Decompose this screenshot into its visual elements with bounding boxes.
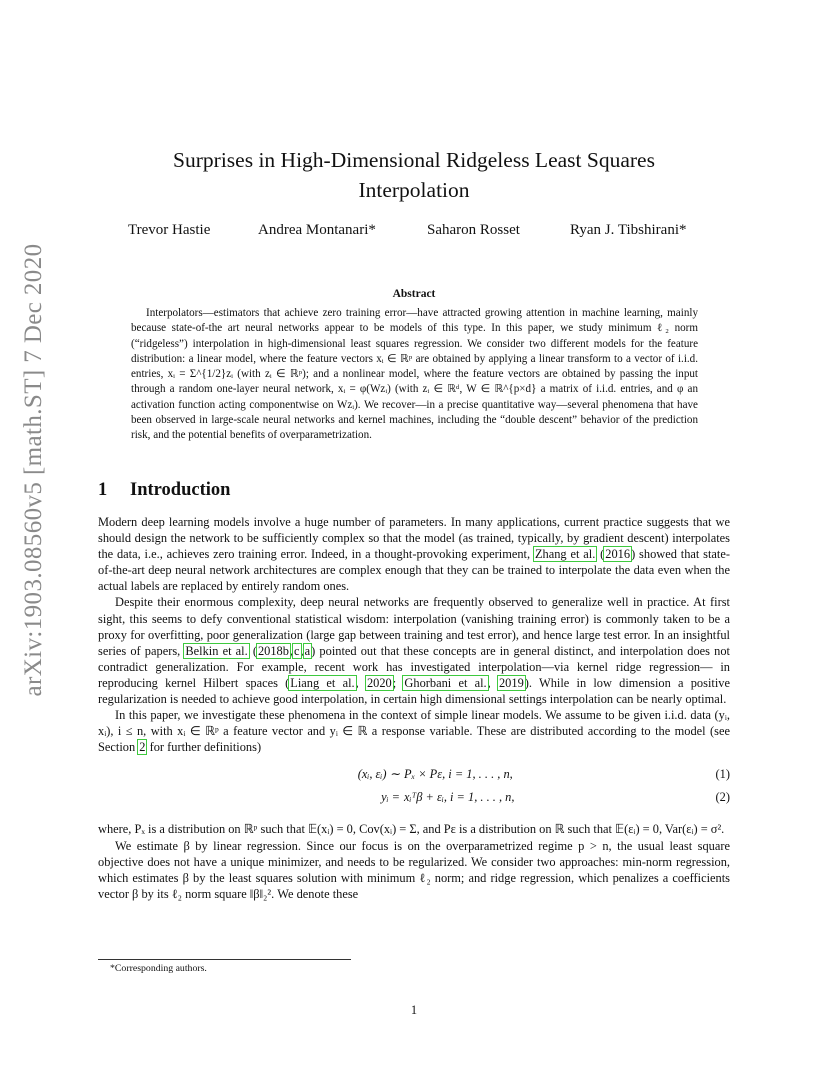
author-1: Trevor Hastie [128,222,211,238]
citation-link[interactable]: Ghorbani et al. [404,675,487,690]
author-2: Andrea Montanari* [258,222,376,238]
paragraph-2: Despite their enormous complexity, deep neural networks are frequently observed to generalize well in practice. At first sight, this seems to defy conventional statistical wisdom: interpolation (vanishing training error) is commonly taken to be a proxy for overfitting, poor generalization (large gap between training and test error), and hence large test error. In an insightful series of papers, Belkin et al. (2018b,c,a) pointed out that these concepts are in general distinct, and interpolation does not contradict generalization. For example, recent work has investigated interpolation—via kernel ridge regression— in reproducing kernel Hilbert spaces (Liang et al., 2020; Ghorbani et al., 2019). While in low dimension a positive regularization is needed to achieve good interpolation, in certain high dimensional settings interpolation can be nearly optimal. [98,595,730,707]
abstract-heading: Abstract [392,288,436,300]
page-number: 1 [410,1003,418,1017]
equation-1 [98,766,730,789]
arxiv-stamp-text: arXiv:1903.08560v5 [math.ST] 7 Dec 2020 [20,243,47,697]
citation-link[interactable]: a [304,643,311,658]
equation-lhs: yᵢ = [381,790,400,805]
paragraph-1-text: showed that state-of-the-art deep neural network architectures are complex enough that they can be trained to interpolate the data even when the actual labels are replaced by entirely random ones. [98,547,731,594]
abstract-text: Interpolators—estimators that achieve zero training error—have attracted growing attention in machine learning, mainly because state-of-the art neural networks appear to be models of this type. In this paper, we study minimum ℓ₂ norm (“ridgeless”) interpolation in high-dimensional least squares regression. We consider two different models for the feature distribution: a linear model, where the feature vectors xᵢ ∈ ℝᵖ are obtained by applying a linear transform to a vector of i.i.d. entries, xᵢ = Σ^{1/2}zᵢ (with zᵢ ∈ ℝᵖ); and a nonlinear model, where the feature vectors are obtained by passing the input through a random one-layer neural network, xᵢ = φ(Wzᵢ) (with zᵢ ∈ ℝᵈ, W ∈ ℝ^{p×d} a matrix of i.i.d. entries, and φ an activation function acting componentwise on Wzᵢ). We recover—in a precise quantitative way—several phenomena that have been observed in large-scale neural networks and kernel machines, including the “double descent” behavior of the prediction risk, and the potential benefits of overparametrization. [131,307,698,442]
citation-link[interactable]: 2019 [498,675,524,690]
citation-link[interactable]: 2018b [257,643,289,658]
paragraph-1-text: Modern deep learning models involve a huge number of parameters. In many applications, current practice suggests that we should design the network to be sufficiently complex so that the model (as trained, typically, by gradient descent) interpolates the data, i.e., achieves zero training error. Indeed, in a thought-provoking experiment, [98,515,730,562]
footnote: *Corresponding authors. [110,963,207,974]
author-3: Saharon Rosset [427,222,520,238]
section-reference-link[interactable]: 2 [139,740,146,755]
footnote-rule [98,959,351,960]
paragraph-3-text: for further definitions) [149,740,262,755]
paragraph-1: Modern deep learning models involve a huge number of parameters. In many applications, current practice suggests that we should design the network to be sufficiently complex so that the model (as trained, typically, by gradient descent) interpolates the data, i.e., achieves zero training error. Indeed, in a thought-provoking experiment, Zhang et al. (2016) showed that state-of-the-art deep neural network architectures are complex enough that they can be trained to interpolate the data even when the actual labels are replaced by entirely random ones. [98,515,731,594]
citation-link[interactable]: Belkin et al. [185,643,248,658]
equation-rhs: xᵢᵀβ + εᵢ, i = 1, . . . , n, [404,790,515,805]
citation-link[interactable]: Zhang et al. [534,547,596,562]
equation-block [98,766,730,812]
paper-title [100,145,728,205]
author-4: Ryan J. Tibshirani* [570,222,687,238]
section-number: 1 [98,480,108,500]
equation-rhs: Pₓ × Pε, i = 1, . . . , n, [404,767,513,782]
equation-number: (2) [715,790,730,805]
equation-2 [98,789,730,812]
citation-link[interactable]: 2020 [366,675,392,690]
equation-lhs: (xᵢ, εᵢ) ∼ [357,767,400,782]
section-title: Introduction [130,480,231,500]
paper-title-line-1: Surprises in High-Dimensional Ridgeless Least Squares [173,148,655,172]
body-text [98,514,730,902]
citation-link[interactable]: 2016 [605,547,631,562]
paper-title-line-2: Interpolation [358,178,470,202]
paragraph-3-text: In this paper, we investigate these phenomena in the context of simple linear models. We assume to be given i.i.d. data (yᵢ, xᵢ), i ≤ n, with xᵢ ∈ ℝᵖ a feature vector and yᵢ ∈ ℝ a response variable. These are distributed according to the model (see Section [98,708,730,755]
equation-number: (1) [715,767,730,782]
author-list [100,222,728,242]
citation-link[interactable]: Liang et al. [290,675,355,690]
paragraph-2-text: pointed out that these concepts are in general distinct, and interpolation does not contradict generalization. For example, recent work has investigated interpolation—via kernel ridge regression— in reproducing kernel Hilbert spaces [98,643,730,690]
citation-link[interactable]: c [294,643,300,658]
arxiv-stamp [6,243,62,697]
paragraph-3 [98,707,730,755]
paragraph-4: where, Pₓ is a distribution on ℝᵖ such that 𝔼(xᵢ) = 0, Cov(xᵢ) = Σ, and Pε is a distribution on ℝ such that 𝔼(εᵢ) = 0, Var(εᵢ) = σ². [98,822,725,837]
paragraph-2-text: While in low dimension a positive regularization is needed to achieve good interpolation, in certain high dimensional settings interpolation can be nearly optimal. [98,675,730,707]
paragraph-5: We estimate β by linear regression. Since our focus is on the overparametrized regime p > n, the usual least square objective does not have a unique minimizer, and needs to be regularized. We consider two approaches: min-norm regression, which estimates β by the least squares solution with minimum ℓ₂ norm; and ridge regression, which penalizes a coefficients vector β by its ℓ₂ norm square ‖β‖₂². We denote these [98,838,730,901]
section-heading [98,480,230,501]
paragraph-2-text: Despite their enormous complexity, deep neural networks are frequently observed to generalize well in practice. At first sight, this seems to defy conventional statistical wisdom: interpolation (vanishing training error) is commonly taken to be a proxy for overfitting, poor generalization (large gap between training and test error), and hence large test error. In an insightful series of papers, [98,595,730,658]
